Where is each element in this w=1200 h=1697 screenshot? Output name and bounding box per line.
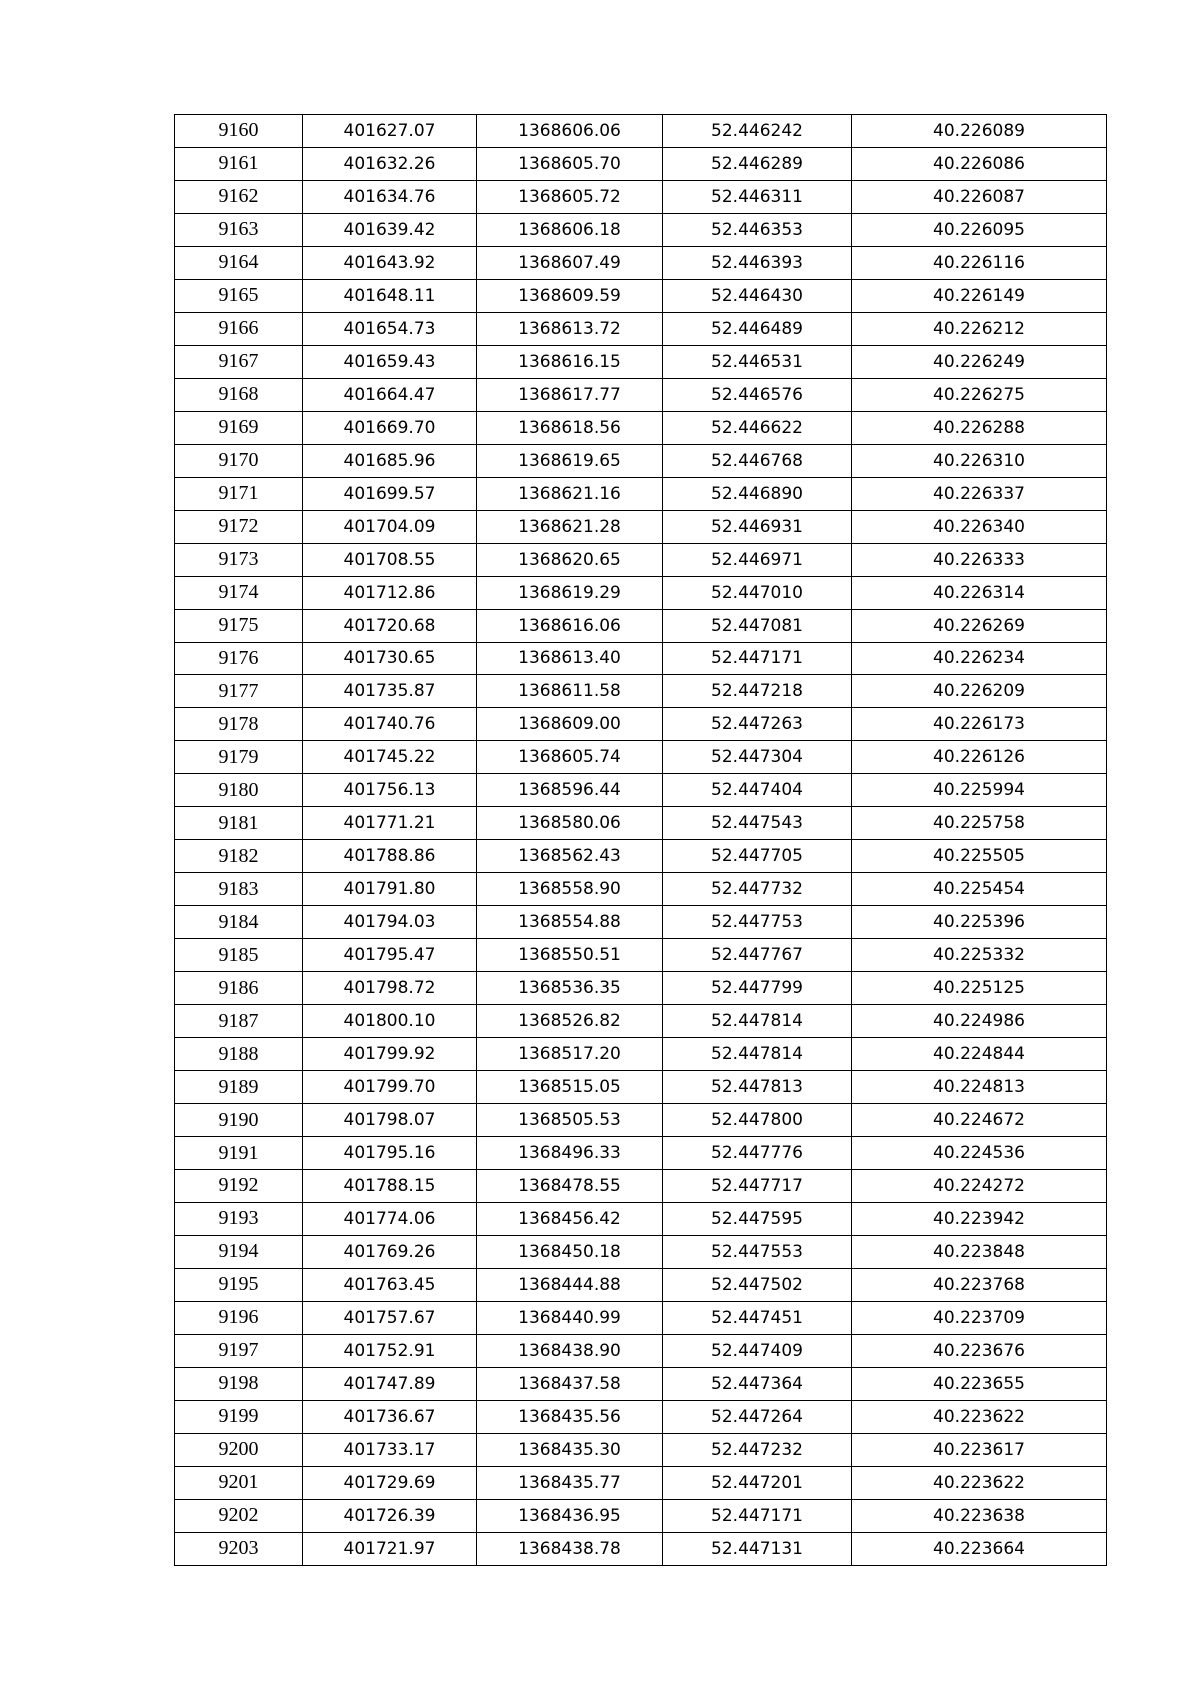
table-row — [175, 1005, 1107, 1038]
x-coordinate-cell: 401798.72 — [303, 972, 477, 1005]
y-coordinate-cell: 1368617.77 — [477, 378, 663, 411]
latitude-cell: 52.447543 — [663, 807, 852, 840]
longitude-cell: 40.224272 — [852, 1170, 1107, 1203]
latitude-cell: 52.446931 — [663, 510, 852, 543]
longitude-cell: 40.226310 — [852, 444, 1107, 477]
point-number-cell: 9191 — [175, 1137, 303, 1170]
x-coordinate-cell: 401799.92 — [303, 1038, 477, 1071]
longitude-cell: 40.226288 — [852, 411, 1107, 444]
longitude-cell: 40.223638 — [852, 1499, 1107, 1532]
longitude-cell: 40.226095 — [852, 213, 1107, 246]
x-coordinate-cell: 401799.70 — [303, 1071, 477, 1104]
x-coordinate-cell: 401726.39 — [303, 1499, 477, 1532]
table-row — [175, 1038, 1107, 1071]
longitude-cell: 40.226209 — [852, 675, 1107, 708]
table-row — [175, 510, 1107, 543]
latitude-cell: 52.446531 — [663, 345, 852, 378]
point-number-cell: 9175 — [175, 609, 303, 642]
x-coordinate-cell: 401736.67 — [303, 1400, 477, 1433]
latitude-cell: 52.447776 — [663, 1137, 852, 1170]
longitude-cell: 40.224536 — [852, 1137, 1107, 1170]
y-coordinate-cell: 1368435.30 — [477, 1433, 663, 1466]
table-row — [175, 1301, 1107, 1334]
latitude-cell: 52.446576 — [663, 378, 852, 411]
y-coordinate-cell: 1368526.82 — [477, 1005, 663, 1038]
latitude-cell: 52.447409 — [663, 1334, 852, 1367]
y-coordinate-cell: 1368606.06 — [477, 115, 663, 148]
longitude-cell: 40.223664 — [852, 1532, 1107, 1565]
table-row — [175, 279, 1107, 312]
x-coordinate-cell: 401632.26 — [303, 147, 477, 180]
longitude-cell: 40.226173 — [852, 708, 1107, 741]
point-number-cell: 9180 — [175, 774, 303, 807]
latitude-cell: 52.447304 — [663, 741, 852, 774]
latitude-cell: 52.447705 — [663, 840, 852, 873]
y-coordinate-cell: 1368606.18 — [477, 213, 663, 246]
point-number-cell: 9202 — [175, 1499, 303, 1532]
latitude-cell: 52.447813 — [663, 1071, 852, 1104]
latitude-cell: 52.446768 — [663, 444, 852, 477]
table-row — [175, 378, 1107, 411]
point-number-cell: 9172 — [175, 510, 303, 543]
latitude-cell: 52.447553 — [663, 1235, 852, 1268]
longitude-cell: 40.223622 — [852, 1400, 1107, 1433]
table-row — [175, 477, 1107, 510]
x-coordinate-cell: 401788.15 — [303, 1170, 477, 1203]
coordinates-table-body — [175, 115, 1107, 1566]
longitude-cell: 40.223942 — [852, 1202, 1107, 1235]
x-coordinate-cell: 401664.47 — [303, 378, 477, 411]
x-coordinate-cell: 401769.26 — [303, 1235, 477, 1268]
longitude-cell: 40.226333 — [852, 543, 1107, 576]
x-coordinate-cell: 401639.42 — [303, 213, 477, 246]
latitude-cell: 52.447502 — [663, 1268, 852, 1301]
table-row — [175, 939, 1107, 972]
x-coordinate-cell: 401720.68 — [303, 609, 477, 642]
point-number-cell: 9192 — [175, 1170, 303, 1203]
table-row — [175, 741, 1107, 774]
table-row — [175, 1499, 1107, 1532]
y-coordinate-cell: 1368435.77 — [477, 1466, 663, 1499]
latitude-cell: 52.447364 — [663, 1367, 852, 1400]
y-coordinate-cell: 1368554.88 — [477, 906, 663, 939]
longitude-cell: 40.226340 — [852, 510, 1107, 543]
y-coordinate-cell: 1368607.49 — [477, 246, 663, 279]
point-number-cell: 9203 — [175, 1532, 303, 1565]
x-coordinate-cell: 401745.22 — [303, 741, 477, 774]
longitude-cell: 40.226212 — [852, 312, 1107, 345]
x-coordinate-cell: 401654.73 — [303, 312, 477, 345]
longitude-cell: 40.226087 — [852, 180, 1107, 213]
table-row — [175, 213, 1107, 246]
y-coordinate-cell: 1368435.56 — [477, 1400, 663, 1433]
latitude-cell: 52.447201 — [663, 1466, 852, 1499]
longitude-cell: 40.226126 — [852, 741, 1107, 774]
longitude-cell: 40.223622 — [852, 1466, 1107, 1499]
y-coordinate-cell: 1368605.74 — [477, 741, 663, 774]
longitude-cell: 40.226234 — [852, 642, 1107, 675]
point-number-cell: 9199 — [175, 1400, 303, 1433]
table-row — [175, 411, 1107, 444]
y-coordinate-cell: 1368450.18 — [477, 1235, 663, 1268]
latitude-cell: 52.446430 — [663, 279, 852, 312]
x-coordinate-cell: 401627.07 — [303, 115, 477, 148]
latitude-cell: 52.447171 — [663, 642, 852, 675]
point-number-cell: 9183 — [175, 873, 303, 906]
table-row — [175, 1104, 1107, 1137]
table-row — [175, 345, 1107, 378]
point-number-cell: 9194 — [175, 1235, 303, 1268]
x-coordinate-cell: 401634.76 — [303, 180, 477, 213]
longitude-cell: 40.226086 — [852, 147, 1107, 180]
longitude-cell: 40.223676 — [852, 1334, 1107, 1367]
point-number-cell: 9182 — [175, 840, 303, 873]
x-coordinate-cell: 401798.07 — [303, 1104, 477, 1137]
latitude-cell: 52.447171 — [663, 1499, 852, 1532]
point-number-cell: 9186 — [175, 972, 303, 1005]
latitude-cell: 52.447732 — [663, 873, 852, 906]
latitude-cell: 52.447010 — [663, 576, 852, 609]
y-coordinate-cell: 1368613.72 — [477, 312, 663, 345]
table-row — [175, 543, 1107, 576]
point-number-cell: 9196 — [175, 1301, 303, 1334]
longitude-cell: 40.226249 — [852, 345, 1107, 378]
x-coordinate-cell: 401752.91 — [303, 1334, 477, 1367]
x-coordinate-cell: 401791.80 — [303, 873, 477, 906]
y-coordinate-cell: 1368580.06 — [477, 807, 663, 840]
table-row — [175, 840, 1107, 873]
y-coordinate-cell: 1368619.65 — [477, 444, 663, 477]
y-coordinate-cell: 1368613.40 — [477, 642, 663, 675]
point-number-cell: 9190 — [175, 1104, 303, 1137]
table-row — [175, 807, 1107, 840]
table-row — [175, 1170, 1107, 1203]
x-coordinate-cell: 401756.13 — [303, 774, 477, 807]
y-coordinate-cell: 1368478.55 — [477, 1170, 663, 1203]
longitude-cell: 40.224986 — [852, 1005, 1107, 1038]
table-row — [175, 180, 1107, 213]
latitude-cell: 52.447404 — [663, 774, 852, 807]
table-row — [175, 1235, 1107, 1268]
y-coordinate-cell: 1368619.29 — [477, 576, 663, 609]
y-coordinate-cell: 1368605.72 — [477, 180, 663, 213]
x-coordinate-cell: 401729.69 — [303, 1466, 477, 1499]
y-coordinate-cell: 1368550.51 — [477, 939, 663, 972]
longitude-cell: 40.226116 — [852, 246, 1107, 279]
y-coordinate-cell: 1368620.65 — [477, 543, 663, 576]
x-coordinate-cell: 401740.76 — [303, 708, 477, 741]
longitude-cell: 40.225332 — [852, 939, 1107, 972]
longitude-cell: 40.225505 — [852, 840, 1107, 873]
longitude-cell: 40.225125 — [852, 972, 1107, 1005]
latitude-cell: 52.446622 — [663, 411, 852, 444]
longitude-cell: 40.225454 — [852, 873, 1107, 906]
x-coordinate-cell: 401648.11 — [303, 279, 477, 312]
y-coordinate-cell: 1368562.43 — [477, 840, 663, 873]
table-row — [175, 1137, 1107, 1170]
point-number-cell: 9181 — [175, 807, 303, 840]
point-number-cell: 9167 — [175, 345, 303, 378]
x-coordinate-cell: 401659.43 — [303, 345, 477, 378]
point-number-cell: 9160 — [175, 115, 303, 148]
x-coordinate-cell: 401788.86 — [303, 840, 477, 873]
x-coordinate-cell: 401757.67 — [303, 1301, 477, 1334]
longitude-cell: 40.226149 — [852, 279, 1107, 312]
longitude-cell: 40.223848 — [852, 1235, 1107, 1268]
y-coordinate-cell: 1368505.53 — [477, 1104, 663, 1137]
x-coordinate-cell: 401794.03 — [303, 906, 477, 939]
table-row — [175, 774, 1107, 807]
x-coordinate-cell: 401795.47 — [303, 939, 477, 972]
latitude-cell: 52.446890 — [663, 477, 852, 510]
table-row — [175, 708, 1107, 741]
y-coordinate-cell: 1368437.58 — [477, 1367, 663, 1400]
table-row — [175, 444, 1107, 477]
point-number-cell: 9173 — [175, 543, 303, 576]
point-number-cell: 9169 — [175, 411, 303, 444]
point-number-cell: 9188 — [175, 1038, 303, 1071]
latitude-cell: 52.447264 — [663, 1400, 852, 1433]
latitude-cell: 52.447263 — [663, 708, 852, 741]
y-coordinate-cell: 1368605.70 — [477, 147, 663, 180]
point-number-cell: 9164 — [175, 246, 303, 279]
x-coordinate-cell: 401699.57 — [303, 477, 477, 510]
y-coordinate-cell: 1368616.06 — [477, 609, 663, 642]
point-number-cell: 9176 — [175, 642, 303, 675]
y-coordinate-cell: 1368438.78 — [477, 1532, 663, 1565]
longitude-cell: 40.223709 — [852, 1301, 1107, 1334]
point-number-cell: 9198 — [175, 1367, 303, 1400]
latitude-cell: 52.447131 — [663, 1532, 852, 1565]
y-coordinate-cell: 1368438.90 — [477, 1334, 663, 1367]
longitude-cell: 40.225758 — [852, 807, 1107, 840]
latitude-cell: 52.447595 — [663, 1202, 852, 1235]
table-row — [175, 972, 1107, 1005]
y-coordinate-cell: 1368621.16 — [477, 477, 663, 510]
x-coordinate-cell: 401708.55 — [303, 543, 477, 576]
longitude-cell: 40.226275 — [852, 378, 1107, 411]
table-row — [175, 1367, 1107, 1400]
point-number-cell: 9178 — [175, 708, 303, 741]
y-coordinate-cell: 1368436.95 — [477, 1499, 663, 1532]
point-number-cell: 9189 — [175, 1071, 303, 1104]
x-coordinate-cell: 401747.89 — [303, 1367, 477, 1400]
latitude-cell: 52.447081 — [663, 609, 852, 642]
point-number-cell: 9187 — [175, 1005, 303, 1038]
x-coordinate-cell: 401795.16 — [303, 1137, 477, 1170]
longitude-cell: 40.226089 — [852, 115, 1107, 148]
point-number-cell: 9201 — [175, 1466, 303, 1499]
latitude-cell: 52.447799 — [663, 972, 852, 1005]
table-row — [175, 147, 1107, 180]
x-coordinate-cell: 401800.10 — [303, 1005, 477, 1038]
y-coordinate-cell: 1368621.28 — [477, 510, 663, 543]
x-coordinate-cell: 401733.17 — [303, 1433, 477, 1466]
longitude-cell: 40.226337 — [852, 477, 1107, 510]
latitude-cell: 52.447753 — [663, 906, 852, 939]
latitude-cell: 52.446289 — [663, 147, 852, 180]
table-row — [175, 1071, 1107, 1104]
x-coordinate-cell: 401712.86 — [303, 576, 477, 609]
longitude-cell: 40.223617 — [852, 1433, 1107, 1466]
latitude-cell: 52.446489 — [663, 312, 852, 345]
y-coordinate-cell: 1368616.15 — [477, 345, 663, 378]
table-row — [175, 873, 1107, 906]
y-coordinate-cell: 1368440.99 — [477, 1301, 663, 1334]
y-coordinate-cell: 1368611.58 — [477, 675, 663, 708]
x-coordinate-cell: 401643.92 — [303, 246, 477, 279]
table-row — [175, 115, 1107, 148]
x-coordinate-cell: 401735.87 — [303, 675, 477, 708]
table-row — [175, 312, 1107, 345]
point-number-cell: 9184 — [175, 906, 303, 939]
point-number-cell: 9162 — [175, 180, 303, 213]
y-coordinate-cell: 1368515.05 — [477, 1071, 663, 1104]
longitude-cell: 40.226269 — [852, 609, 1107, 642]
table-row — [175, 1532, 1107, 1565]
latitude-cell: 52.447451 — [663, 1301, 852, 1334]
latitude-cell: 52.447218 — [663, 675, 852, 708]
y-coordinate-cell: 1368456.42 — [477, 1202, 663, 1235]
y-coordinate-cell: 1368596.44 — [477, 774, 663, 807]
table-row — [175, 1202, 1107, 1235]
x-coordinate-cell: 401774.06 — [303, 1202, 477, 1235]
point-number-cell: 9185 — [175, 939, 303, 972]
longitude-cell: 40.224813 — [852, 1071, 1107, 1104]
table-row — [175, 1334, 1107, 1367]
point-number-cell: 9193 — [175, 1202, 303, 1235]
x-coordinate-cell: 401685.96 — [303, 444, 477, 477]
point-number-cell: 9161 — [175, 147, 303, 180]
y-coordinate-cell: 1368517.20 — [477, 1038, 663, 1071]
latitude-cell: 52.446242 — [663, 115, 852, 148]
y-coordinate-cell: 1368496.33 — [477, 1137, 663, 1170]
point-number-cell: 9174 — [175, 576, 303, 609]
point-number-cell: 9170 — [175, 444, 303, 477]
y-coordinate-cell: 1368558.90 — [477, 873, 663, 906]
latitude-cell: 52.447800 — [663, 1104, 852, 1137]
y-coordinate-cell: 1368444.88 — [477, 1268, 663, 1301]
table-row — [175, 1433, 1107, 1466]
table-row — [175, 1400, 1107, 1433]
x-coordinate-cell: 401704.09 — [303, 510, 477, 543]
latitude-cell: 52.447814 — [663, 1005, 852, 1038]
point-number-cell: 9177 — [175, 675, 303, 708]
latitude-cell: 52.447814 — [663, 1038, 852, 1071]
longitude-cell: 40.225994 — [852, 774, 1107, 807]
latitude-cell: 52.447232 — [663, 1433, 852, 1466]
latitude-cell: 52.447767 — [663, 939, 852, 972]
longitude-cell: 40.225396 — [852, 906, 1107, 939]
table-row — [175, 642, 1107, 675]
point-number-cell: 9163 — [175, 213, 303, 246]
x-coordinate-cell: 401763.45 — [303, 1268, 477, 1301]
latitude-cell: 52.447717 — [663, 1170, 852, 1203]
latitude-cell: 52.446353 — [663, 213, 852, 246]
longitude-cell: 40.223655 — [852, 1367, 1107, 1400]
latitude-cell: 52.446971 — [663, 543, 852, 576]
longitude-cell: 40.223768 — [852, 1268, 1107, 1301]
latitude-cell: 52.446311 — [663, 180, 852, 213]
table-row — [175, 246, 1107, 279]
point-number-cell: 9197 — [175, 1334, 303, 1367]
x-coordinate-cell: 401771.21 — [303, 807, 477, 840]
point-number-cell: 9165 — [175, 279, 303, 312]
point-number-cell: 9200 — [175, 1433, 303, 1466]
table-row — [175, 576, 1107, 609]
longitude-cell: 40.226314 — [852, 576, 1107, 609]
point-number-cell: 9166 — [175, 312, 303, 345]
y-coordinate-cell: 1368609.59 — [477, 279, 663, 312]
coordinates-table — [174, 114, 1107, 1566]
point-number-cell: 9195 — [175, 1268, 303, 1301]
point-number-cell: 9179 — [175, 741, 303, 774]
table-row — [175, 609, 1107, 642]
longitude-cell: 40.224672 — [852, 1104, 1107, 1137]
point-number-cell: 9168 — [175, 378, 303, 411]
latitude-cell: 52.446393 — [663, 246, 852, 279]
y-coordinate-cell: 1368536.35 — [477, 972, 663, 1005]
longitude-cell: 40.224844 — [852, 1038, 1107, 1071]
y-coordinate-cell: 1368618.56 — [477, 411, 663, 444]
table-row — [175, 1268, 1107, 1301]
table-row — [175, 675, 1107, 708]
table-row — [175, 906, 1107, 939]
x-coordinate-cell: 401721.97 — [303, 1532, 477, 1565]
x-coordinate-cell: 401730.65 — [303, 642, 477, 675]
x-coordinate-cell: 401669.70 — [303, 411, 477, 444]
point-number-cell: 9171 — [175, 477, 303, 510]
table-row — [175, 1466, 1107, 1499]
y-coordinate-cell: 1368609.00 — [477, 708, 663, 741]
